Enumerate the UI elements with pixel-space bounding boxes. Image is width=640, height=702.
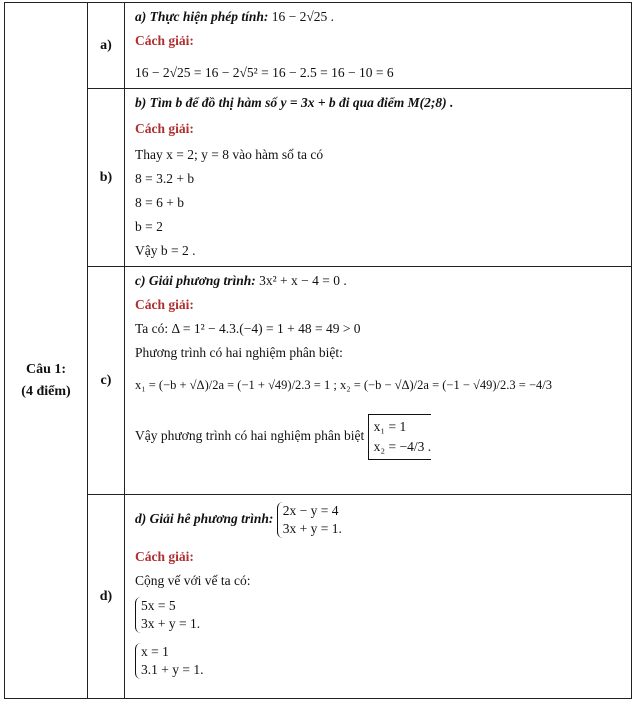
part-d-prompt: d) Giải hê phương trình: <box>135 511 274 526</box>
part-d-line1: Cộng vế với vế ta có: <box>135 573 251 588</box>
part-c-sol1: x₁ = 1 <box>373 418 407 434</box>
part-a-method: Cách giải: <box>135 33 194 48</box>
part-d-sys2: 3x + y = 1. <box>282 520 342 536</box>
part-b-line4: b = 2 <box>135 219 163 234</box>
part-c-expr: 3x² + x − 4 = 0 . <box>259 273 347 288</box>
part-b-line3: 8 = 6 + b <box>135 195 184 210</box>
part-d-step1-system <box>135 597 200 633</box>
part-d-method: Cách giải: <box>135 549 194 564</box>
part-d-s2a: x = 1 <box>141 644 169 659</box>
question-label: Câu 1: <box>25 361 67 377</box>
part-b-label: b) <box>88 89 125 267</box>
part-d-sys1: 2x − y = 4 <box>282 502 339 518</box>
question-cell <box>5 3 88 699</box>
row-d <box>5 495 632 699</box>
part-c-sol2: x₂ = −4/3 . <box>373 438 432 454</box>
part-c-conclusion: Vậy phương trình có hai nghiệm phân biệt <box>135 428 365 443</box>
part-d-system <box>277 502 342 538</box>
part-b-prompt: b) Tìm b để đồ thị hàm số y = 3x + b đi qua điểm M(2;8) . <box>135 95 454 110</box>
part-b-line5: Vậy b = 2 . <box>135 243 196 258</box>
part-c-roots: x₁ = (−b + √Δ)/2a = (−1 + √49)/2.3 = 1 ; x₂ = (−b − √Δ)/2a = (−1 − √49)/2.3 = −4/3 <box>135 378 552 392</box>
part-b-line2: 8 = 3.2 + b <box>135 171 195 186</box>
part-d-s2b: 3.1 + y = 1. <box>141 662 204 677</box>
part-d-step2-system <box>135 643 203 679</box>
solution-table <box>4 2 632 699</box>
part-c-method: Cách giải: <box>135 297 194 312</box>
part-b-line1: Thay x = 2; y = 8 vào hàm số ta có <box>135 147 324 162</box>
part-c-content <box>125 267 632 495</box>
row-b <box>5 89 632 267</box>
part-b-method: Cách giải: <box>135 121 194 136</box>
part-c-line1: Ta có: Δ = 1² − 4.3.(−4) = 1 + 48 = 49 > 0 <box>135 321 361 336</box>
question-points: (4 điểm) <box>21 383 71 399</box>
part-c-solution-bracket <box>368 414 431 460</box>
part-a-prompt: a) Thực hiện phép tính: <box>135 9 269 24</box>
part-c-line2: Phương trình có hai nghiệm phân biệt: <box>135 345 343 360</box>
part-a-content <box>125 3 632 89</box>
row-c <box>5 267 632 495</box>
part-d-s1b: 3x + y = 1. <box>141 616 201 631</box>
part-d-label: d) <box>88 495 125 699</box>
part-d-content <box>125 495 632 699</box>
part-a-line1: 16 − 2√25 = 16 − 2√5² = 16 − 2.5 = 16 − 10 = 6 <box>135 65 394 80</box>
part-b-content <box>125 89 632 267</box>
part-d-s1a: 5x = 5 <box>141 598 176 613</box>
row-a <box>5 3 632 89</box>
part-a-label: a) <box>88 3 125 89</box>
part-a-expr: 16 − 2√25 . <box>271 9 335 24</box>
part-c-prompt: c) Giải phương trình: <box>135 273 256 288</box>
part-c-label: c) <box>88 267 125 495</box>
